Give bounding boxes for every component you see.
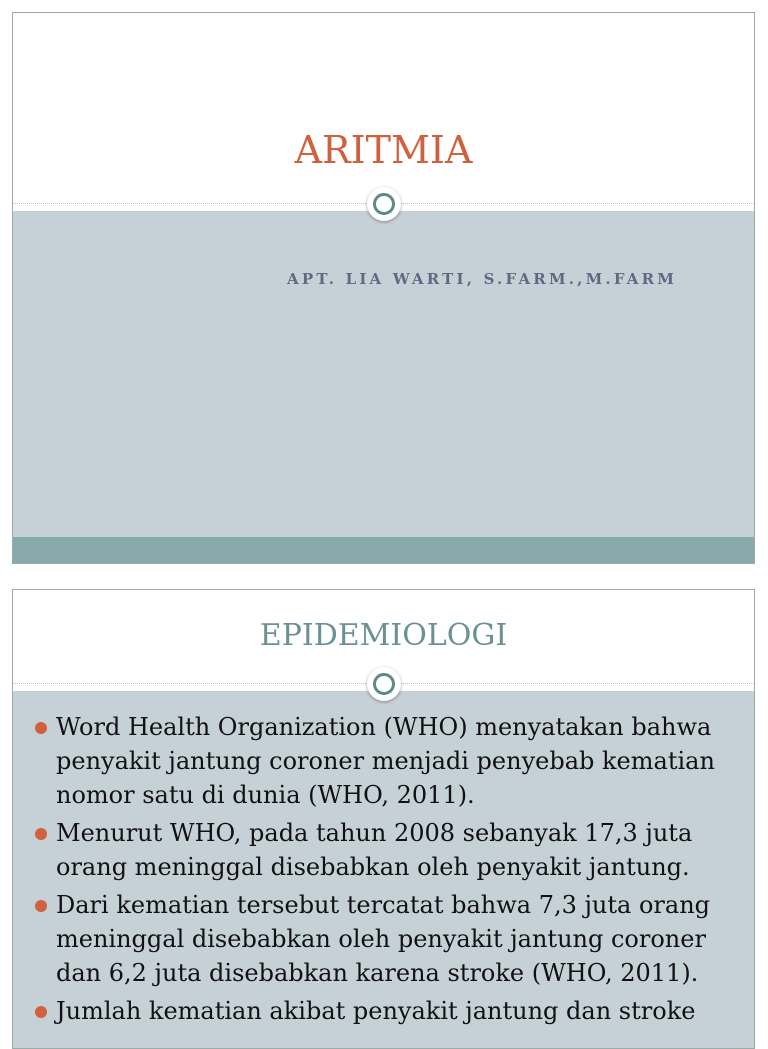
bullet-dot-icon <box>35 1006 47 1018</box>
slide-subtitle-text: APT. LIA WARTI, S.FARM.,M.FARM <box>287 270 678 288</box>
bullet-item <box>35 994 738 1028</box>
circle-ornament-icon <box>367 187 401 221</box>
bullet-text: Dari kematian tersebut tercatat bahwa 7,3 juta orang meninggal disebabkan oleh penyakit jantung coroner dan 6,2 juta disebabkan karena stroke (WHO, 2011). <box>56 891 711 987</box>
bullet-item <box>35 888 738 990</box>
circle-ornament-icon <box>367 667 401 701</box>
slide-title <box>12 12 755 564</box>
bullet-text: Menurut WHO, pada tahun 2008 sebanyak 17,3 juta orang meninggal disebabkan oleh penyakit jantung. <box>56 819 693 881</box>
bullet-dot-icon <box>35 900 47 912</box>
bullet-text: Word Health Organization (WHO) menyatakan bahwa penyakit jantung coroner menjadi penyebab kematian nomor satu di dunia (WHO, 2011). <box>56 713 715 809</box>
bullet-dot-icon <box>35 828 47 840</box>
bullet-item <box>35 816 738 884</box>
footer-band <box>13 537 754 564</box>
slide-title-text: ARITMIA <box>294 128 473 172</box>
slide-epidemiologi <box>12 589 755 1049</box>
bullet-list <box>35 710 738 1032</box>
slide-heading: EPIDEMIOLOGI <box>259 618 508 653</box>
bullet-item <box>35 710 738 812</box>
bullet-dot-icon <box>35 722 47 734</box>
bullet-text: Jumlah kematian akibat penyakit jantung dan stroke <box>56 997 696 1025</box>
subtitle-band <box>13 211 754 537</box>
